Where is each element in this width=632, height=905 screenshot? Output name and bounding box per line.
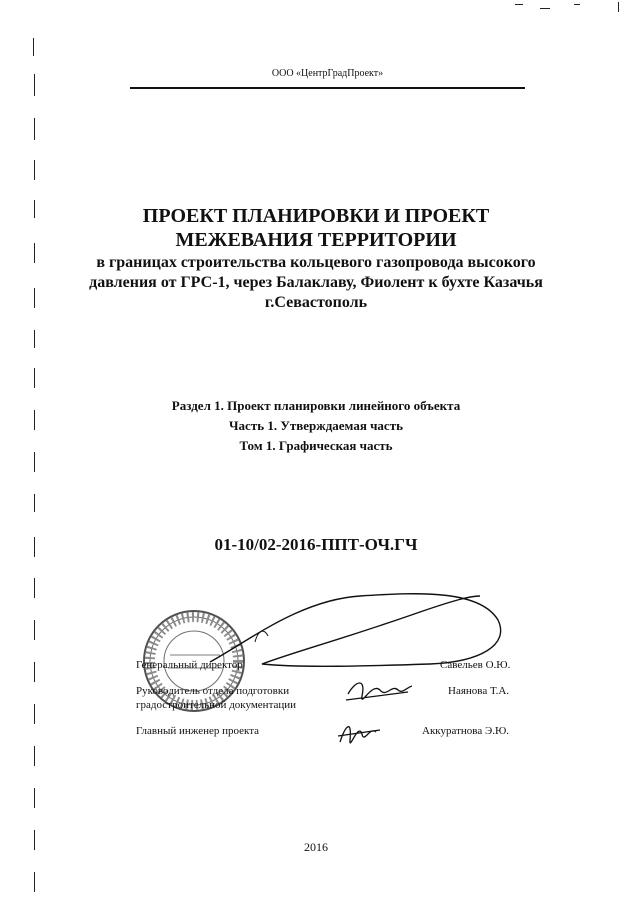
title-line-2: МЕЖЕВАНИЯ ТЕРРИТОРИИ [175, 229, 457, 251]
subtitle-line-1: в границах строительства кольцевого газопровода высокого [96, 254, 536, 271]
subtitle-line-3: г.Севастополь [264, 294, 368, 311]
section-line: Раздел 1. Проект планировки линейного объекта [171, 398, 461, 413]
signature-akkuratnova [338, 727, 380, 743]
signatory-name-1: Савельев О.Ю. [440, 659, 511, 671]
subtitle-line-2: давления от ГРС-1, через Балаклаву, Фиолент к бухте Казачья [89, 274, 543, 291]
part-line: Часть 1. Утверждаемая часть [229, 418, 403, 433]
volume-line: Том 1. Графическая часть [239, 438, 393, 453]
organization-name: ООО «ЦентрГрадПроект» [271, 68, 384, 79]
signature-nayanova [346, 683, 412, 700]
signatory-name-2: Наянова Т.А. [448, 685, 510, 697]
signatory-position-3: Главный инженер проекта [136, 725, 260, 737]
document-code: 01-10/02-2016-ППТ-ОЧ.ГЧ [214, 535, 418, 554]
document-year: 2016 [304, 840, 328, 854]
signatory-name-3: Аккуратнова Э.Ю. [422, 725, 510, 737]
title-line-1: ПРОЕКТ ПЛАНИРОВКИ И ПРОЕКТ [142, 205, 490, 227]
signature-savelyev [210, 594, 501, 667]
signatory-position-1: Генеральный директор [136, 659, 243, 671]
signatory-position-2a: Руководитель отдела подготовки [136, 685, 290, 697]
signatory-position-2b: градостроительной документации [136, 699, 297, 711]
